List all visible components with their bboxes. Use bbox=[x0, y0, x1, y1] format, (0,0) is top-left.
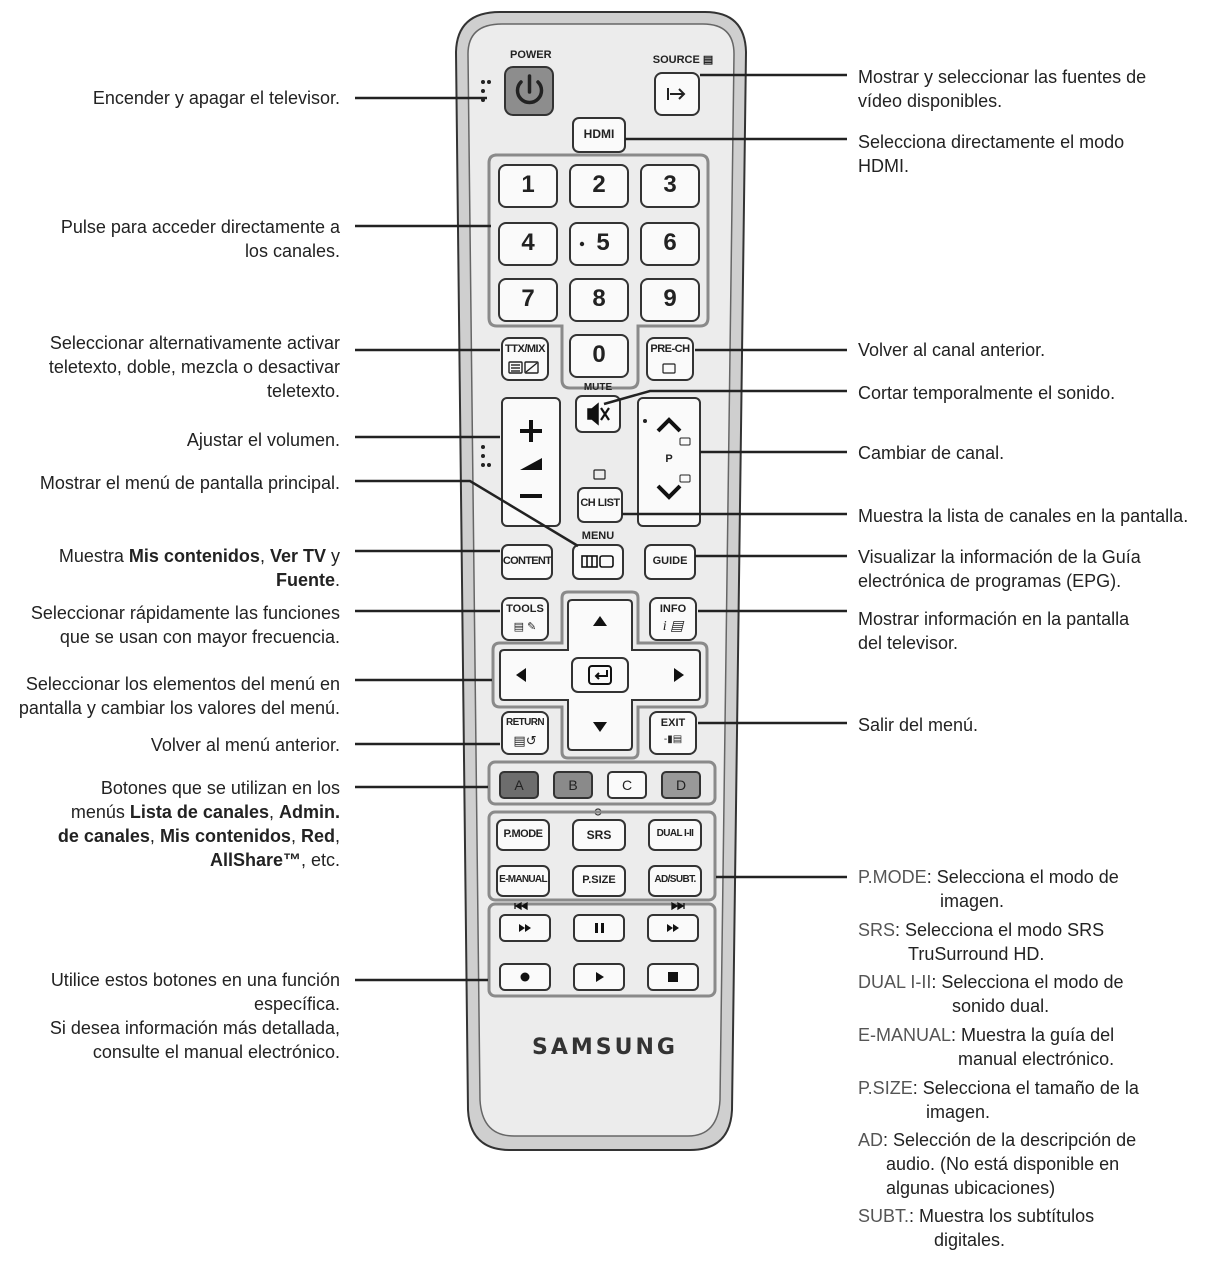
label-chlist: Muestra la lista de canales en la pantalla. bbox=[858, 506, 1189, 526]
menu-button bbox=[573, 545, 623, 579]
digit-5-label[interactable]: 5 bbox=[596, 229, 610, 256]
mute-key-label: MUTE bbox=[583, 382, 613, 393]
tools-key-label[interactable]: TOOLS bbox=[506, 603, 544, 615]
label-guide: Visualizar la información de la Guía electrónica de programas (EPG). bbox=[858, 547, 1141, 591]
key-d-label[interactable]: D bbox=[675, 777, 687, 793]
content-key-label[interactable]: CONTENT bbox=[502, 555, 552, 567]
digit-8-label[interactable]: 8 bbox=[592, 285, 606, 312]
power-key-label: POWER bbox=[510, 49, 552, 61]
label-info: Mostrar información en la pantalla del televisor. bbox=[858, 609, 1130, 653]
dual-key-label[interactable]: DUAL I-II bbox=[656, 828, 694, 839]
label-exit: Salir del menú. bbox=[858, 715, 979, 735]
label-source: Mostrar y seleccionar las fuentes de vídeo disponibles. bbox=[858, 67, 1147, 111]
legend-pmode: P.MODE: Selecciona el modo de imagen. bbox=[858, 867, 1119, 911]
tools-icon: ▤ ✎ bbox=[513, 621, 537, 633]
digit-4-label[interactable]: 4 bbox=[521, 229, 535, 256]
samsung-logo: SAMSUNG bbox=[532, 1035, 678, 1060]
legend-srs: SRS: Selecciona el modo SRS TruSurround HD. bbox=[858, 920, 1105, 964]
key-a-label[interactable]: A bbox=[514, 777, 524, 793]
label-menu: Mostrar el menú de pantalla principal. bbox=[39, 473, 340, 493]
psize-key-label[interactable]: P.SIZE bbox=[582, 874, 616, 886]
digit-6-label[interactable]: 6 bbox=[663, 229, 677, 256]
return-key-label[interactable]: RETURN bbox=[505, 717, 545, 728]
label-hdmi: Selecciona directamente el modo HDMI. bbox=[858, 132, 1125, 176]
exit-key-label[interactable]: EXIT bbox=[660, 717, 686, 729]
label-power: Encender y apagar el televisor. bbox=[92, 88, 340, 108]
label-content: Muestra Mis contenidos, Ver TV y Fuente. bbox=[58, 546, 340, 590]
source-key-label: SOURCE ▤ bbox=[652, 54, 714, 66]
digit-0-label[interactable]: 0 bbox=[592, 341, 606, 368]
digit-1-label[interactable]: 1 bbox=[521, 171, 535, 198]
srs-key-label[interactable]: SRS bbox=[586, 828, 612, 842]
pmode-key-label[interactable]: P.MODE bbox=[503, 828, 543, 840]
emanual-key-label[interactable]: E-MANUAL bbox=[499, 874, 547, 885]
digit-7-label[interactable]: 7 bbox=[521, 285, 535, 312]
label-return: Volver al menú anterior. bbox=[150, 735, 340, 755]
channel-p-label: P bbox=[665, 453, 673, 465]
legend-psize: P.SIZE: Selecciona el tamaño de la imagen. bbox=[858, 1078, 1139, 1122]
label-nav: Seleccionar los elementos del menú en pantalla y cambiar los valores del menú. bbox=[18, 674, 340, 718]
label-tools: Seleccionar rápidamente las funciones que se usan con mayor frecuencia. bbox=[30, 603, 340, 647]
adsubt-key-label[interactable]: AD/SUBT. bbox=[654, 874, 696, 885]
info-icon: i ▤ bbox=[662, 619, 684, 634]
pause-button bbox=[574, 915, 624, 941]
label-digits: Pulse para acceder directamente a los canales. bbox=[60, 217, 340, 261]
hdmi-key-label: HDMI bbox=[583, 127, 615, 141]
ttx-key-label[interactable]: TTX/MIX bbox=[505, 343, 545, 355]
exit-icon: -▮▤ bbox=[663, 734, 683, 745]
key-b-label[interactable]: B bbox=[568, 777, 578, 793]
label-media: Utilice estos botones en una función específica. Si desea información más detallada, consulte el manual electrónico. bbox=[49, 970, 340, 1062]
info-key-label[interactable]: INFO bbox=[659, 603, 687, 615]
legend-ad: AD: Selección de la descripción de audio. (No está disponible en algunas ubicaciones) bbox=[858, 1130, 1137, 1198]
legend-emanual: E-MANUAL: Muestra la guía del manual electrónico. bbox=[858, 1025, 1115, 1069]
label-volume: Ajustar el volumen. bbox=[186, 430, 340, 450]
digit-3-label[interactable]: 3 bbox=[663, 171, 677, 198]
label-ttx: Seleccionar alternativamente activar teletexto, doble, mezcla o desactivar teletexto. bbox=[48, 333, 340, 401]
digit-2-label[interactable]: 2 bbox=[592, 171, 606, 198]
label-mute: Cortar temporalmente el sonido. bbox=[858, 383, 1116, 403]
chlist-key-label[interactable]: CH LIST bbox=[580, 497, 620, 509]
source-key-text: SOURCE bbox=[652, 54, 700, 66]
label-colors: Botones que se utilizan en los menús Lista de canales, Admin. de canales, Mis contenidos, Red, AllShare™, etc. bbox=[57, 778, 340, 870]
label-channel: Cambiar de canal. bbox=[858, 443, 1005, 463]
label-prech: Volver al canal anterior. bbox=[858, 340, 1046, 360]
return-icon: ▤↺ bbox=[513, 733, 537, 748]
stop-icon bbox=[668, 972, 678, 982]
menu-key-label: MENU bbox=[581, 530, 615, 542]
guide-key-label[interactable]: GUIDE bbox=[652, 555, 688, 567]
legend-dual: DUAL I-II: Selecciona el modo de sonido dual. bbox=[858, 972, 1124, 1016]
key-c-label[interactable]: C bbox=[621, 777, 633, 793]
legend-subt: SUBT.: Muestra los subtítulos digitales. bbox=[858, 1206, 1095, 1250]
record-icon bbox=[521, 973, 530, 982]
digit-9-label[interactable]: 9 bbox=[663, 285, 677, 312]
prech-key-label[interactable]: PRE-CH bbox=[650, 343, 690, 355]
